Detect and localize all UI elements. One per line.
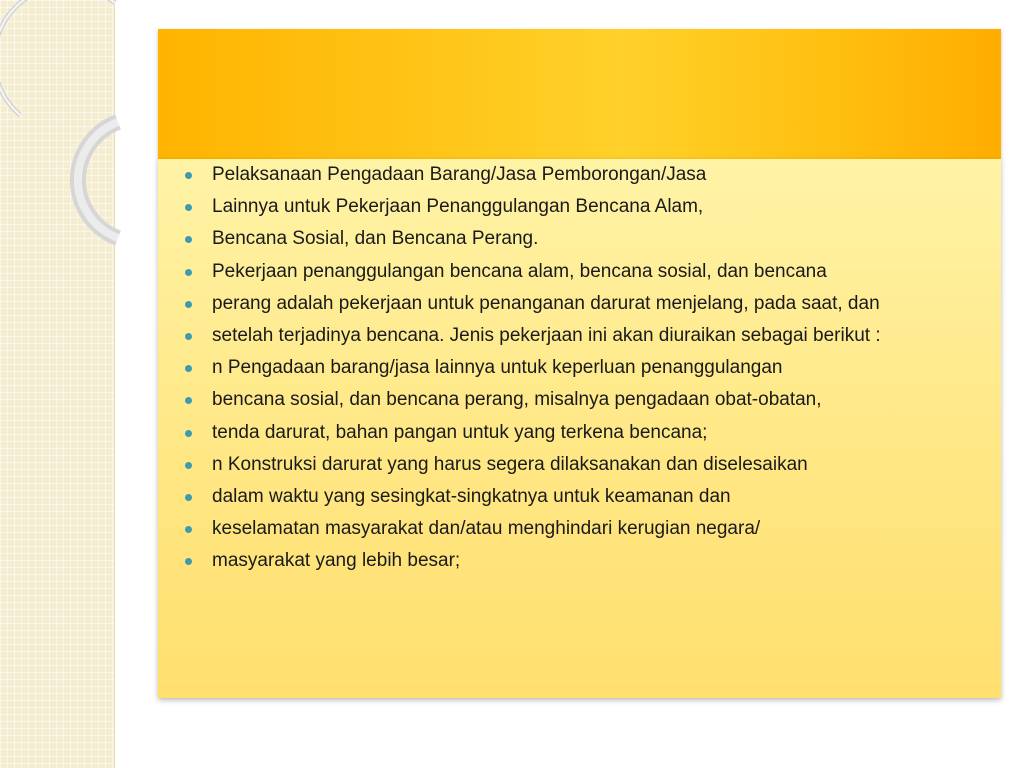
bullet-item <box>212 487 971 507</box>
bullet-text: perang adalah pekerjaan untuk penanganan darurat menjelang, pada saat, dan <box>212 292 880 314</box>
bullet-dot-icon <box>185 462 192 469</box>
bullet-dot-icon <box>185 526 192 533</box>
bullet-item <box>212 165 971 185</box>
bullet-dot-icon <box>185 397 192 404</box>
decorative-rings <box>0 0 170 260</box>
bullet-dot-icon <box>185 172 192 179</box>
bullet-text: n Pengadaan barang/jasa lainnya untuk keperluan penanggulangan <box>212 357 783 379</box>
bullet-item <box>212 423 971 443</box>
content-box <box>158 159 1001 698</box>
bullet-text: dalam waktu yang sesingkat-singkatnya untuk keamanan dan <box>212 485 731 507</box>
bullet-dot-icon <box>185 365 192 372</box>
bullet-text: Pelaksanaan Pengadaan Barang/Jasa Pemborongan/Jasa <box>212 164 707 185</box>
bullet-item <box>212 390 971 410</box>
bullet-dot-icon <box>185 333 192 340</box>
bullet-text: n Konstruksi darurat yang harus segera dilaksanakan dan diselesaikan <box>212 453 808 475</box>
bullet-item <box>212 197 971 217</box>
bullet-text: tenda darurat, bahan pangan untuk yang terkena bencana; <box>212 421 708 443</box>
bullet-list <box>158 159 1001 571</box>
bullet-dot-icon <box>185 236 192 243</box>
bullet-dot-icon <box>185 558 192 565</box>
bullet-item <box>212 455 971 475</box>
bullet-dot-icon <box>185 204 192 211</box>
bullet-text: bencana sosial, dan bencana perang, misalnya pengadaan obat-obatan, <box>212 389 822 411</box>
bullet-dot-icon <box>185 301 192 308</box>
bullet-item <box>212 229 971 249</box>
bullet-item <box>212 326 971 346</box>
bullet-item <box>212 519 971 539</box>
bullet-dot-icon <box>185 430 192 437</box>
bullet-item <box>212 551 971 571</box>
bullet-text: Pekerjaan penanggulangan bencana alam, bencana sosial, dan bencana <box>212 260 827 282</box>
bullet-text: keselamatan masyarakat dan/atau menghindari kerugian negara/ <box>212 518 761 540</box>
ring-arc-top <box>0 0 115 115</box>
bullet-item <box>212 294 971 314</box>
title-band <box>158 29 1001 159</box>
bullet-item <box>212 262 971 282</box>
ring-arc-top-inner <box>0 0 115 115</box>
bullet-dot-icon <box>185 494 192 501</box>
bullet-text: Lainnya untuk Pekerjaan Penanggulangan Bencana Alam, <box>212 196 704 218</box>
bullet-text: masyarakat yang lebih besar; <box>212 550 461 572</box>
bullet-text: Bencana Sosial, dan Bencana Perang. <box>212 228 539 250</box>
bullet-text: setelah terjadinya bencana. Jenis pekerjaan ini akan diuraikan sebagai berikut : <box>212 324 881 346</box>
bullet-dot-icon <box>185 269 192 276</box>
bullet-item <box>212 358 971 378</box>
